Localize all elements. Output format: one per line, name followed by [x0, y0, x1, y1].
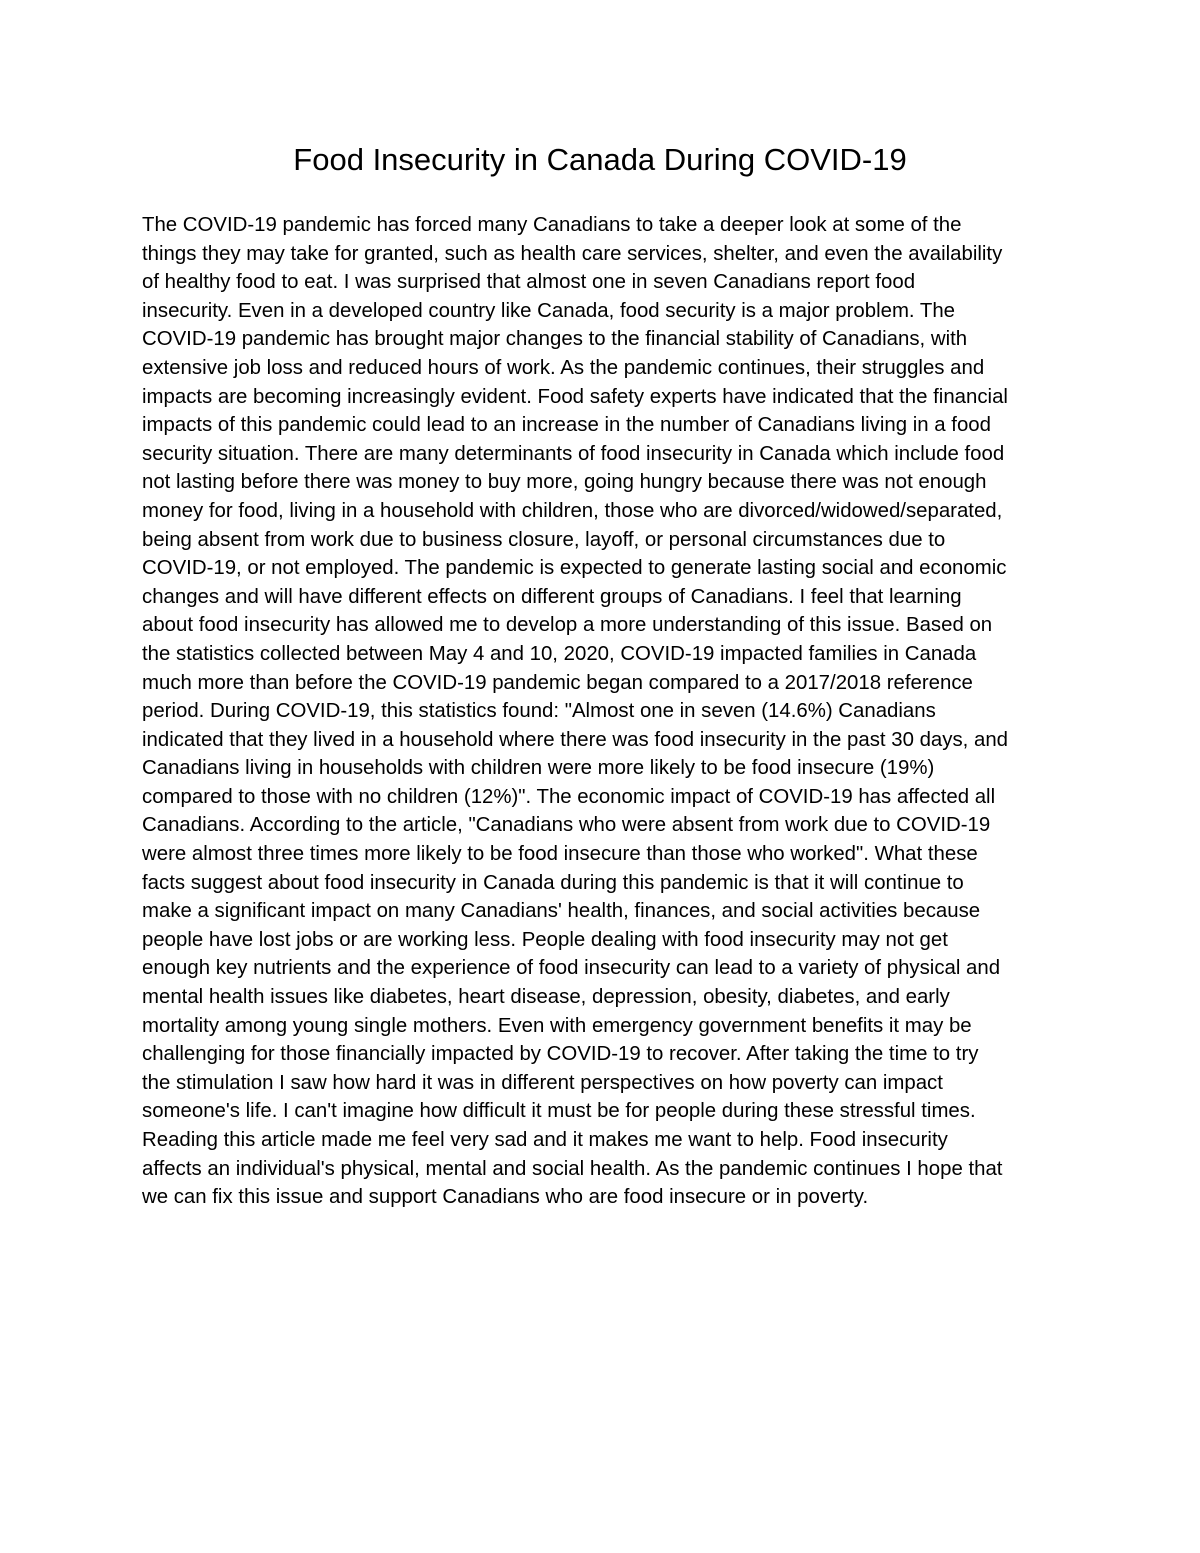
- text-line: mortality among young single mothers. Even with emergency government benefits it may be: [142, 1014, 972, 1037]
- text-line: Canadians. According to the article, "Canadians who were absent from work due to COVID-19: [142, 814, 991, 837]
- text-line: insecurity. Even in a developed country like Canada, food security is a major problem. The: [142, 299, 956, 322]
- text-line: indicated that they lived in a household where there was food insecurity in the past 30 days, and: [142, 728, 1009, 751]
- text-line: of healthy food to eat. I was surprised that almost one in seven Canadians report food: [142, 271, 916, 294]
- text-line: period. During COVID-19, this statistics found: "Almost one in seven (14.6%) Canadians: [142, 700, 936, 723]
- text-line: money for food, living in a household with children, those who are divorced/widowed/separated,: [142, 499, 1003, 522]
- text-line: security situation. There are many determinants of food insecurity in Canada which include food: [142, 442, 1005, 465]
- text-line: compared to those with no children (12%)". The economic impact of COVID-19 has affected all: [142, 785, 996, 808]
- text-line: Reading this article made me feel very sad and it makes me want to help. Food insecurity: [142, 1129, 948, 1151]
- text-line: things they may take for granted, such as health care services, shelter, and even the availability: [142, 242, 1003, 265]
- body-paragraph: [142, 211, 1064, 1212]
- text-line: impacts are becoming increasingly evident. Food safety experts have indicated that the financial: [142, 385, 1008, 408]
- text-line: much more than before the COVID-19 pandemic began compared to a 2017/2018 reference: [142, 671, 973, 694]
- text-line: changes and will have different effects on different groups of Canadians. I feel that learning: [142, 585, 962, 608]
- text-line: COVID-19 pandemic has brought major changes to the financial stability of Canadians, with: [142, 328, 968, 351]
- text-line: enough key nutrients and the experience of food insecurity can lead to a variety of physical and: [142, 957, 1001, 980]
- text-line: challenging for those financially impacted by COVID-19 to recover. After taking the time to try: [142, 1043, 979, 1066]
- text-line: The COVID-19 pandemic has forced many Canadians to take a deeper look at some of the: [142, 214, 962, 236]
- text-line: were almost three times more likely to be food insecure than those who worked". What these: [142, 843, 978, 866]
- text-line: COVID-19, or not employed. The pandemic is expected to generate lasting social and economic: [142, 557, 1007, 580]
- text-line: mental health issues like diabetes, heart disease, depression, obesity, diabetes, and early: [142, 986, 950, 1009]
- text-line: the stimulation I saw how hard it was in different perspectives on how poverty can impact: [142, 1071, 943, 1094]
- text-line: people have lost jobs or are working less. People dealing with food insecurity may not get: [142, 928, 948, 951]
- text-line: someone's life. I can't imagine how difficult it must be for people during these stressful times.: [142, 1100, 976, 1123]
- text-line: make a significant impact on many Canadians' health, finances, and social activities because: [142, 900, 981, 923]
- text-line: we can fix this issue and support Canadians who are food insecure or in poverty.: [142, 1186, 869, 1209]
- text-line: Canadians living in households with children were more likely to be food insecure (19%): [142, 757, 935, 780]
- text-line: about food insecurity has allowed me to develop a more understanding of this issue. Based on: [142, 614, 993, 637]
- text-line: not lasting before there was money to buy more, going hungry because there was not enough: [142, 471, 987, 494]
- text-line: being absent from work due to business closure, layoff, or personal circumstances due to: [142, 528, 946, 551]
- text-line: facts suggest about food insecurity in Canada during this pandemic is that it will continue to: [142, 871, 964, 894]
- text-line: the statistics collected between May 4 and 10, 2020, COVID-19 impacted families in Canada: [142, 642, 977, 665]
- document-title: Food Insecurity in Canada During COVID-19: [293, 142, 907, 177]
- text-line: impacts of this pandemic could lead to an increase in the number of Canadians living in a food: [142, 414, 991, 437]
- text-line: affects an individual's physical, mental and social health. As the pandemic continues I hope that: [142, 1157, 1003, 1180]
- text-line: extensive job loss and reduced hours of work. As the pandemic continues, their struggles and: [142, 356, 985, 379]
